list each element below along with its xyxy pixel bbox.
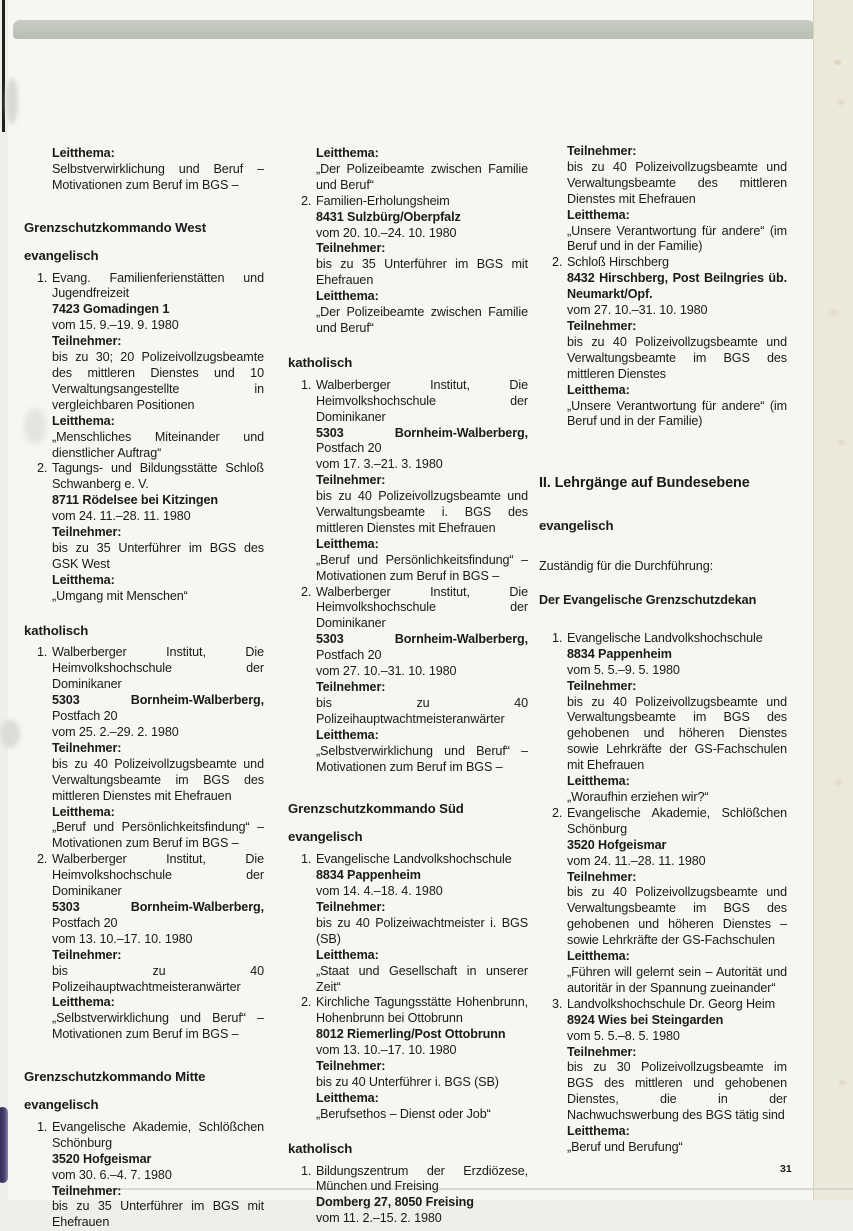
text-run: Schloß Hirschberg xyxy=(567,255,669,270)
text-line xyxy=(567,271,787,303)
item-body xyxy=(52,461,264,604)
bold-text-run: Teilnehmer: xyxy=(52,1183,122,1198)
text-run: bis zu 35 Unterführer im BGS mit Ehefrauen xyxy=(52,1199,264,1230)
continuation-block xyxy=(567,144,787,255)
text-run: „Berufsethos – Dienst oder Job“ xyxy=(316,1106,491,1121)
text-line xyxy=(567,838,787,854)
text-line xyxy=(52,995,264,1011)
bold-text-run: Leitthema: xyxy=(567,1124,630,1139)
bold-text-run: Teilnehmer: xyxy=(52,947,122,962)
text-run: Evang. Familienferienstätten und Jugendfreizeit xyxy=(52,270,264,301)
text-line xyxy=(316,632,528,664)
text-line xyxy=(316,995,528,1027)
bold-text-run: Leitthema: xyxy=(316,947,379,962)
text-run: „Menschliches Miteinander und dienstlicher Auftrag“ xyxy=(52,429,264,460)
scan-edge-line-artifact xyxy=(2,0,5,132)
bold-text-run: 8432 Hirschberg, Post Beilngries üb. Neumarkt/Opf. xyxy=(567,271,787,302)
text-line xyxy=(567,144,787,160)
text-run: bis zu 40 Polizeivollzugsbeamte und Verwaltungsbeamte im BGS des mittleren Dienstes xyxy=(567,334,787,381)
text-line xyxy=(52,852,264,900)
item-number: 3. xyxy=(552,996,563,1011)
continuation-block xyxy=(316,146,528,194)
bold-text-run: Leitthema: xyxy=(52,804,115,819)
text-run: Landvolkshochschule Dr. Georg Heim xyxy=(567,996,776,1011)
text-line xyxy=(316,553,528,585)
text-line xyxy=(567,1013,787,1029)
list-item xyxy=(539,806,787,997)
text-run: „Selbstverwirklichung und Beruf“ – Motivationen zum Beruf im BGS – xyxy=(52,1011,264,1042)
item-number: 2. xyxy=(552,805,563,820)
text-line xyxy=(316,680,528,696)
text-run: bis zu 40 Polizeivollzugsbeamte und Verwaltungsbeamte im BGS des gehobenen und höheren Dienstes – sowie Lehrkräfte der GS-Fachschulen xyxy=(567,885,787,948)
text-line xyxy=(52,146,264,162)
item-number: 1. xyxy=(301,377,312,392)
text-line xyxy=(52,318,264,334)
text-line xyxy=(316,162,528,194)
item-number: 1. xyxy=(37,270,48,285)
bold-text-run: 8924 Wies bei Steingarden xyxy=(567,1012,724,1027)
item-number: 2. xyxy=(301,193,312,208)
text-line xyxy=(316,744,528,776)
text-line xyxy=(316,696,528,728)
text-line xyxy=(316,1075,528,1091)
bold-text-run: Teilnehmer: xyxy=(567,318,637,333)
text-line xyxy=(316,1211,528,1227)
text-line xyxy=(316,1195,528,1211)
text-run: „Unsere Verantwortung für andere“ (im Beruf und in der Familie) xyxy=(567,223,787,254)
page-number: 31 xyxy=(780,1163,792,1175)
bold-text-run: Leitthema: xyxy=(316,536,379,551)
text-line xyxy=(52,509,264,525)
text-run: „Woraufhin erziehen wir?“ xyxy=(567,790,709,804)
text-line xyxy=(316,426,528,458)
text-run: vom 20. 10.–24. 10. 1980 xyxy=(316,225,457,240)
text-line xyxy=(316,900,528,916)
text-line xyxy=(316,210,528,226)
bold-text-run: 3520 Hofgeismar xyxy=(567,837,667,852)
bold-text-run: 8834 Pappenheim xyxy=(316,868,421,883)
continuation-block xyxy=(52,146,264,194)
text-run: Walberberger Institut, Die Heimvolkshochschule der Dominikaner xyxy=(316,584,528,631)
text-line xyxy=(567,1140,787,1156)
text-run: vom 24. 11.–28. 11. 1980 xyxy=(567,853,706,868)
text-run: Postfach 20 xyxy=(52,709,118,724)
text-line xyxy=(316,1043,528,1059)
text-line xyxy=(316,852,528,868)
text-line xyxy=(316,585,528,633)
text-line xyxy=(52,645,264,693)
text-line xyxy=(316,1164,528,1196)
item-body xyxy=(52,645,264,852)
text-line xyxy=(567,997,787,1013)
text-line xyxy=(52,334,264,350)
item-number: 1. xyxy=(37,645,48,660)
bold-text-run: Teilnehmer: xyxy=(567,144,637,158)
text-line xyxy=(567,965,787,997)
text-line xyxy=(567,399,787,431)
text-line xyxy=(52,302,264,318)
text-run: „Beruf und Persönlichkeitsfindung“ – Motivationen zum Beruf im BGS – xyxy=(52,820,264,851)
item-body xyxy=(316,852,528,995)
text-run: Evangelische Landvolkshochschule xyxy=(316,852,512,867)
bold-text-run: Leitthema: xyxy=(52,146,115,160)
text-line xyxy=(316,457,528,473)
text-run: Walberberger Institut, Die Heimvolkshochschule der Dominikaner xyxy=(52,645,264,692)
text-line xyxy=(567,255,787,271)
text-run: Bildungszentrum der Erzdiözese, München und Freising xyxy=(316,1163,528,1194)
text-line xyxy=(52,1184,264,1200)
text-line xyxy=(567,631,787,647)
bold-text-run: Leitthema: xyxy=(567,382,630,397)
text-line xyxy=(567,790,787,806)
text-run: „Führen will gelernt sein – Autorität und autoritär in der Spannung zueinander“ xyxy=(567,964,787,995)
list-item xyxy=(24,461,264,604)
bold-text-run: Leitthema: xyxy=(567,949,630,964)
item-number: 1. xyxy=(37,1119,48,1134)
text-line xyxy=(316,194,528,210)
text-line xyxy=(316,868,528,884)
bold-text-run: Teilnehmer: xyxy=(316,680,386,694)
text-line xyxy=(52,525,264,541)
bold-text-run: 5303 Bornheim-Walberberg, xyxy=(52,693,264,708)
text-run: „Umgang mit Menschen“ xyxy=(52,588,188,603)
text-run: „Unsere Verantwortung für andere“ (im Beruf und in der Familie) xyxy=(567,398,787,429)
text-line xyxy=(316,664,528,680)
text-line xyxy=(316,948,528,964)
text-line xyxy=(567,1124,787,1140)
text-line xyxy=(52,271,264,303)
text-run: bis zu 40 Unterführer i. BGS (SB) xyxy=(316,1074,499,1089)
text-line xyxy=(567,695,787,775)
scan-smudge-artifact xyxy=(6,78,18,124)
text-line xyxy=(316,537,528,553)
text-run: vom 13. 10.–17. 10. 1980 xyxy=(52,931,193,946)
text-line xyxy=(316,489,528,537)
text-run: Evangelische Akademie, Schlößchen Schönburg xyxy=(567,805,787,836)
bold-text-run: Teilnehmer: xyxy=(567,869,637,884)
bold-text-run: Teilnehmer: xyxy=(52,740,122,755)
text-line xyxy=(316,378,528,426)
bold-text-run: 5303 Bornheim-Walberberg, xyxy=(316,632,528,647)
item-number: 2. xyxy=(301,584,312,599)
text-line xyxy=(52,1011,264,1043)
text-line xyxy=(316,964,528,996)
text-run: bis zu 40 Polizeihauptwachtmeisteranwärter xyxy=(52,963,264,994)
text-line xyxy=(52,573,264,589)
text-run: vom 27. 10.–31. 10. 1980 xyxy=(316,664,457,679)
text-line xyxy=(52,725,264,741)
text-run: bis zu 40 Polizeihauptwachtmeisteranwärter xyxy=(316,695,528,726)
bold-text-run: Domberg 27, 8050 Freising xyxy=(316,1195,474,1210)
item-number: 2. xyxy=(37,461,48,476)
text-line xyxy=(567,679,787,695)
bold-text-run: Teilnehmer: xyxy=(316,473,386,488)
text-run: Postfach 20 xyxy=(52,915,118,930)
text-run: „Selbstverwirklichung und Beruf“ – Motivationen zum Beruf im BGS – xyxy=(316,743,528,774)
text-run: „Der Polizeibeamte zwischen Familie und Beruf“ xyxy=(316,305,528,335)
text-line xyxy=(52,350,264,414)
text-line xyxy=(52,932,264,948)
text-run: vom 13. 10.–17. 10. 1980 xyxy=(316,1043,457,1058)
item-number: 1. xyxy=(552,630,563,645)
text-line xyxy=(52,162,264,194)
item-body xyxy=(567,997,787,1156)
text-run: bis zu 40 Polizeivollzugsbeamte und Verwaltungsbeamte im BGS des gehobenen und höheren Dienstes sowie Lehrkräfte der GS-Fachschulen mit Ehefrauen xyxy=(567,694,787,773)
section-heading: Grenzschutzkommando West xyxy=(24,219,207,235)
item-body xyxy=(567,631,787,806)
bold-text-run: 3520 Hofgeismar xyxy=(52,1151,152,1166)
text-line xyxy=(316,1107,528,1123)
text-line xyxy=(316,146,528,162)
bold-text-run: Teilnehmer: xyxy=(52,525,122,540)
bold-text-run: Teilnehmer: xyxy=(52,334,122,349)
text-line xyxy=(52,964,264,996)
text-line xyxy=(316,916,528,948)
text-line xyxy=(567,774,787,790)
item-body xyxy=(316,995,528,1122)
text-run: vom 24. 11.–28. 11. 1980 xyxy=(52,509,191,524)
text-line xyxy=(52,541,264,573)
text-line xyxy=(567,647,787,663)
text-line xyxy=(567,160,787,208)
text-run: Kirchliche Tagungsstätte Hohenbrunn, Hohenbrunn bei Ottobrunn xyxy=(316,995,528,1026)
bold-text-run: Teilnehmer: xyxy=(316,241,386,256)
list-item xyxy=(24,271,264,462)
text-run: vom 17. 3.–21. 3. 1980 xyxy=(316,457,443,472)
text-run: bis zu 30 Polizeivollzugsbeamte im BGS des mittleren und gehobenen Dienstes, die in der Nachwuchswerbung des BGS tätig sind xyxy=(567,1060,787,1123)
list-item xyxy=(24,1120,264,1231)
text-run: vom 5. 5.–8. 5. 1980 xyxy=(567,1028,680,1043)
text-run: Walberberger Institut, Die Heimvolkshochschule der Dominikaner xyxy=(52,852,264,899)
bold-text-run: 8834 Pappenheim xyxy=(567,646,672,661)
text-line xyxy=(567,1045,787,1061)
text-line xyxy=(52,1120,264,1152)
bold-text-run: Leitthema: xyxy=(52,413,115,428)
text-line xyxy=(316,1091,528,1107)
bold-text-run: 7423 Gomadingen 1 xyxy=(52,302,170,317)
text-line xyxy=(52,693,264,725)
text-line xyxy=(567,806,787,838)
scan-binding-artifact xyxy=(0,1107,8,1183)
bold-text-run: 8711 Rödelsee bei Kitzingen xyxy=(52,493,218,508)
text-line xyxy=(316,226,528,242)
bold-text-run: Teilnehmer: xyxy=(567,1044,637,1059)
text-line xyxy=(316,728,528,744)
list-item xyxy=(288,585,528,776)
item-body xyxy=(316,378,528,585)
bold-text-run: Leitthema: xyxy=(316,1090,379,1105)
text-line xyxy=(316,473,528,489)
bold-text-run: Teilnehmer: xyxy=(567,678,637,693)
list-item xyxy=(288,378,528,585)
text-run: bis zu 35 Unterführer im BGS mit Ehefrauen xyxy=(316,257,528,288)
text-column-middle xyxy=(288,146,528,1227)
confession-heading: katholisch xyxy=(24,622,89,638)
scan-margin-strip xyxy=(813,0,853,1200)
text-line xyxy=(567,949,787,965)
item-body xyxy=(52,271,264,462)
text-run: Walberberger Institut, Die Heimvolkshochschule der Dominikaner xyxy=(316,377,528,424)
bold-text-run: 8012 Riemerling/Post Ottobrunn xyxy=(316,1027,506,1042)
bold-text-run: 5303 Bornheim-Walberberg, xyxy=(52,899,264,914)
text-line xyxy=(52,900,264,932)
item-number: 1. xyxy=(301,1163,312,1178)
text-line xyxy=(52,414,264,430)
text-line xyxy=(567,1029,787,1045)
text-line xyxy=(52,757,264,805)
item-body xyxy=(316,1164,528,1228)
text-line xyxy=(52,430,264,462)
text-line xyxy=(52,1199,264,1231)
scan-smudge-artifact xyxy=(0,720,20,748)
confession-heading: evangelisch xyxy=(288,829,363,845)
text-run: Evangelische Landvolkshochschule xyxy=(567,630,763,645)
list-item xyxy=(539,997,787,1156)
text-run: vom 15. 9.–19. 9. 1980 xyxy=(52,318,179,333)
item-body xyxy=(52,1120,264,1231)
text-line xyxy=(52,1168,264,1184)
text-run: vom 5. 5.–9. 5. 1980 xyxy=(567,662,680,677)
text-column-left xyxy=(24,146,264,1231)
bold-text-run: Leitthema: xyxy=(567,774,630,789)
text-line xyxy=(567,854,787,870)
confession-heading: katholisch xyxy=(288,354,353,370)
text-run: bis zu 40 Polizeivollzugsbeamte und Verwaltungsbeamte im BGS des mittleren Dienstes mit Ehefrauen xyxy=(52,756,264,803)
list-item xyxy=(288,995,528,1122)
text-run: vom 30. 6.–4. 7. 1980 xyxy=(52,1167,172,1182)
text-line xyxy=(52,1152,264,1168)
text-run: Postfach 20 xyxy=(316,648,382,663)
list-item xyxy=(539,255,787,430)
text-run: Tagungs- und Bildungsstätte Schloß Schwanberg e. V. xyxy=(52,461,264,492)
confession-heading: evangelisch xyxy=(24,247,99,263)
item-body xyxy=(567,255,787,430)
text-run: „Staat und Gesellschaft in unserer Zeit“ xyxy=(316,963,528,994)
text-line xyxy=(567,224,787,256)
text-run: Postfach 20 xyxy=(316,441,382,456)
text-line xyxy=(567,885,787,949)
text-run: bis zu 35 Unterführer im BGS des GSK West xyxy=(52,540,264,571)
text-line xyxy=(52,805,264,821)
list-item xyxy=(24,852,264,1043)
text-line xyxy=(316,1059,528,1075)
lead-in-text: Zuständig für die Durchführung: xyxy=(539,559,714,574)
text-run: vom 25. 2.–29. 2. 1980 xyxy=(52,725,179,739)
text-line xyxy=(316,1027,528,1043)
text-run: Familien-Erholungsheim xyxy=(316,193,450,208)
text-run: Evangelische Akademie, Schlößchen Schönburg xyxy=(52,1119,264,1150)
list-item xyxy=(288,1164,528,1228)
text-line xyxy=(52,493,264,509)
text-line xyxy=(316,289,528,305)
responsible-org: Der Evangelische Grenzschutzdekan xyxy=(539,593,757,608)
part-heading: II. Lehrgänge auf Bundesebene xyxy=(539,475,750,492)
text-run: bis zu 40 Polizeivollzugsbeamte und Verwaltungsbeamte des mittleren Dienstes mit Ehefrauen xyxy=(567,159,787,206)
confession-heading: evangelisch xyxy=(539,518,614,534)
item-body xyxy=(567,806,787,997)
bold-text-run: 8431 Sulzbürg/Oberpfalz xyxy=(316,209,461,224)
text-line xyxy=(567,319,787,335)
bold-text-run: Teilnehmer: xyxy=(316,1059,386,1074)
text-line xyxy=(316,257,528,289)
text-line xyxy=(567,303,787,319)
list-item xyxy=(24,645,264,852)
text-line xyxy=(52,461,264,493)
text-line xyxy=(316,305,528,337)
list-item xyxy=(288,852,528,995)
section-heading: Grenzschutzkommando Süd xyxy=(288,801,464,817)
text-line xyxy=(52,820,264,852)
text-line xyxy=(316,241,528,257)
text-line xyxy=(52,741,264,757)
text-line xyxy=(567,663,787,679)
text-line xyxy=(567,335,787,383)
text-run: bis zu 40 Polizeivollzugsbeamte und Verwaltungsbeamte i. BGS des mittleren Dienstes mit Ehefrauen xyxy=(316,489,528,535)
bold-text-run: Leitthema: xyxy=(52,572,115,587)
item-body xyxy=(316,194,528,337)
text-run: „Der Polizeibeamte zwischen Familie und Beruf“ xyxy=(316,161,528,192)
text-run: bis zu 30; 20 Polizeivollzugsbeamte des mittleren Dienstes und 10 Verwaltungsangestellte in vergleichbaren Positionen xyxy=(52,350,264,412)
text-run: Selbstverwirklichung und Beruf – Motivationen zum Beruf im BGS – xyxy=(52,161,264,192)
section-heading: Grenzschutzkommando Mitte xyxy=(24,1069,206,1085)
bold-text-run: Leitthema: xyxy=(52,995,115,1010)
confession-heading: evangelisch xyxy=(24,1097,99,1113)
text-run: bis zu 40 Polizeiwachtmeister i. BGS (SB) xyxy=(316,915,528,946)
text-run: vom 27. 10.–31. 10. 1980 xyxy=(567,303,708,318)
text-column-right xyxy=(539,144,787,1156)
text-line xyxy=(567,208,787,224)
text-line xyxy=(52,589,264,605)
bold-text-run: Teilnehmer: xyxy=(316,899,386,914)
text-line xyxy=(316,884,528,900)
text-run: „Beruf und Berufung“ xyxy=(567,1139,683,1154)
list-item xyxy=(288,194,528,337)
text-run: „Beruf und Persönlichkeitsfindung“ – Motivationen zum Beruf in BGS – xyxy=(316,552,528,583)
text-run: vom 14. 4.–18. 4. 1980 xyxy=(316,884,443,899)
item-number: 2. xyxy=(301,995,312,1010)
text-line xyxy=(567,870,787,886)
item-body xyxy=(52,852,264,1043)
item-number: 2. xyxy=(552,255,563,270)
bold-text-run: Leitthema: xyxy=(316,146,379,160)
item-number: 2. xyxy=(37,852,48,867)
bold-text-run: 5303 Bornheim-Walberberg, xyxy=(316,425,528,440)
item-body xyxy=(316,585,528,776)
page-top-bar xyxy=(13,20,819,39)
scan-speckle-artifact xyxy=(834,60,841,65)
bold-text-run: Leitthema: xyxy=(316,289,379,304)
text-line xyxy=(567,383,787,399)
list-item xyxy=(539,631,787,806)
text-line xyxy=(52,948,264,964)
text-run: vom 11. 2.–15. 2. 1980 xyxy=(316,1211,442,1226)
confession-heading: katholisch xyxy=(288,1140,353,1156)
bold-text-run: Leitthema: xyxy=(316,727,379,742)
text-line xyxy=(567,1060,787,1124)
item-number: 1. xyxy=(301,852,312,867)
bold-text-run: Leitthema: xyxy=(567,207,630,222)
